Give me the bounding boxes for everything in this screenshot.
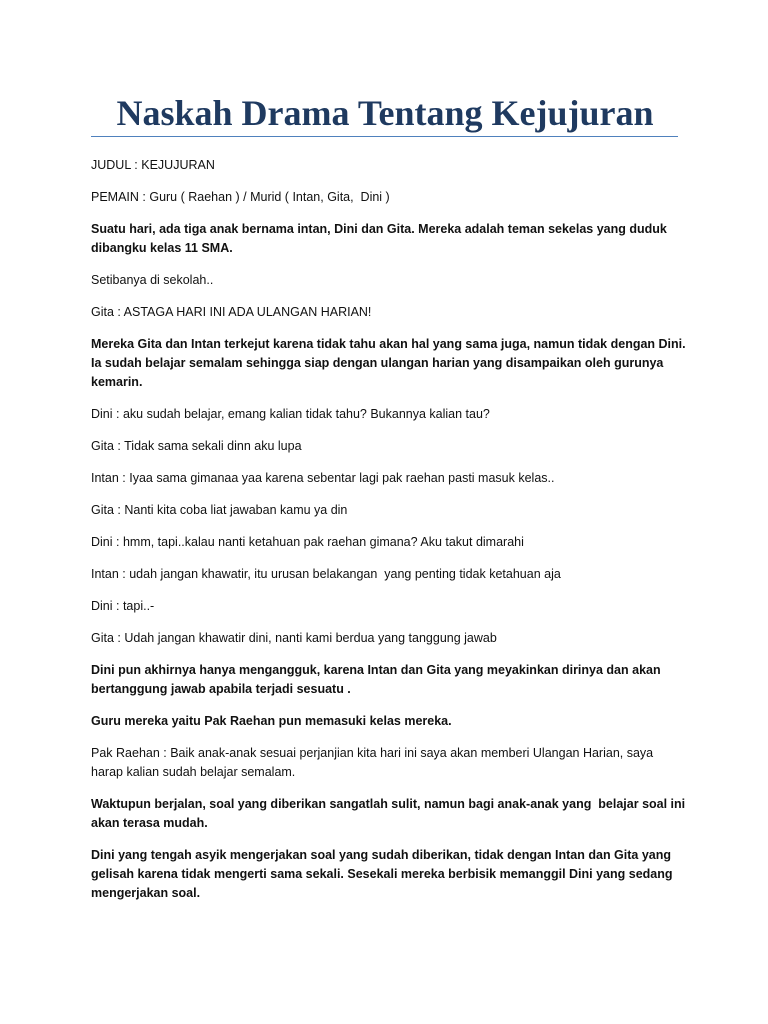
paragraph: Intan : udah jangan khawatir, itu urusan belakangan yang penting tidak ketahuan aja bbox=[91, 567, 561, 581]
paragraph: Mereka Gita dan Intan terkejut karena tidak tahu akan hal yang sama juga, namun tidak dengan Dini. Ia sudah belajar semalam sehingga siap dengan ulangan harian yang disampaikan oleh gurunya kemarin. bbox=[91, 337, 686, 389]
document-body bbox=[91, 156, 691, 916]
paragraph: Pak Raehan : Baik anak-anak sesuai perjanjian kita hari ini saya akan memberi Ulangan Harian, saya harap kalian sudah belajar semalam. bbox=[91, 746, 654, 779]
paragraph: Dini yang tengah asyik mengerjakan soal yang sudah diberikan, tidak dengan Intan dan Gita yang gelisah karena tidak mengerti sama sekali. Sesekali mereka berbisik memanggil Dini yang sedang mengerjakan soal. bbox=[91, 848, 673, 900]
paragraph: Gita : Udah jangan khawatir dini, nanti kami berdua yang tanggung jawab bbox=[91, 631, 497, 645]
paragraph: Gita : Nanti kita coba liat jawaban kamu ya din bbox=[91, 503, 348, 517]
paragraph: Gita : ASTAGA HARI INI ADA ULANGAN HARIAN! bbox=[91, 305, 372, 319]
paragraph: Guru mereka yaitu Pak Raehan pun memasuki kelas mereka. bbox=[91, 714, 452, 728]
paragraph: Suatu hari, ada tiga anak bernama intan, Dini dan Gita. Mereka adalah teman sekelas yang duduk dibangku kelas 11 SMA. bbox=[91, 222, 667, 255]
paragraph: Dini : hmm, tapi..kalau nanti ketahuan pak raehan gimana? Aku takut dimarahi bbox=[91, 535, 524, 549]
paragraph: Dini pun akhirnya hanya mengangguk, karena Intan dan Gita yang meyakinkan dirinya dan akan bertanggung jawab apabila terjadi sesuatu . bbox=[91, 663, 661, 696]
paragraph: Waktupun berjalan, soal yang diberikan sangatlah sulit, namun bagi anak-anak yang belajar soal ini akan terasa mudah. bbox=[91, 797, 686, 830]
paragraph: Setibanya di sekolah.. bbox=[91, 273, 214, 287]
title-underline bbox=[91, 136, 678, 137]
paragraph: PEMAIN : Guru ( Raehan ) / Murid ( Intan, Gita, Dini ) bbox=[91, 190, 390, 204]
paragraph: Dini : tapi..- bbox=[91, 599, 155, 613]
paragraph: JUDUL : KEJUJURAN bbox=[91, 158, 215, 172]
document-title: Naskah Drama Tentang Kejujuran bbox=[116, 93, 654, 133]
paragraph: Gita : Tidak sama sekali dinn aku lupa bbox=[91, 439, 302, 453]
paragraph: Intan : Iyaa sama gimanaa yaa karena sebentar lagi pak raehan pasti masuk kelas.. bbox=[91, 471, 555, 485]
paragraph: Dini : aku sudah belajar, emang kalian tidak tahu? Bukannya kalian tau? bbox=[91, 407, 490, 421]
